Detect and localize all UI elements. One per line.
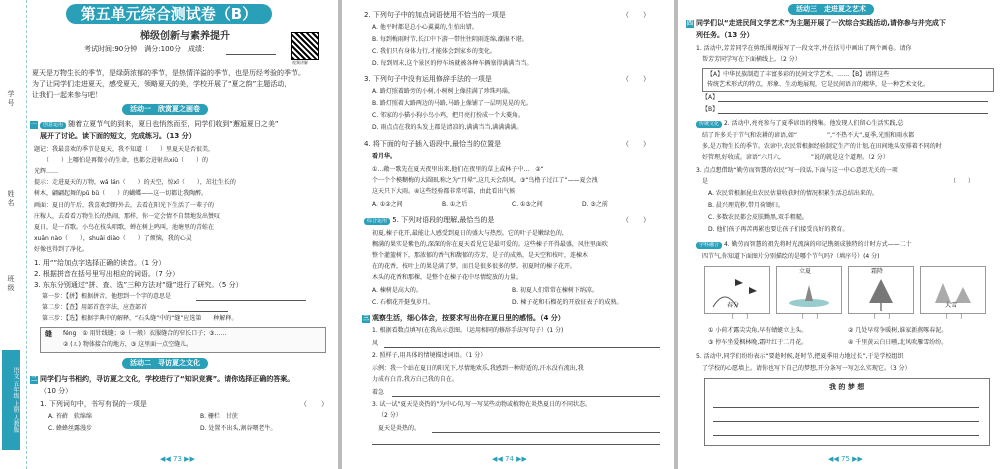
q2-4-opt-c[interactable]: C. ①③之间 — [512, 201, 543, 208]
q2-2-opt-a[interactable]: A. 他平时都是总小心翼翼的,生怕出错。 — [372, 24, 478, 31]
q2-5-tag: 综合运用 — [364, 218, 390, 225]
q2-5-opt-d[interactable]: D. 楝子花和石榴花的开放征表子的成熟。 — [512, 299, 623, 306]
q2-3-opt-c[interactable]: C. 邻家的小猫小狗小鸟小鸡，把月亮打扮成一个大菱角。 — [372, 112, 525, 119]
q2-2-answer[interactable]: （ ） — [622, 11, 650, 19]
q3-1-blank-b-label: 【B】 — [702, 106, 719, 113]
q3-heading — [686, 20, 946, 28]
q3-4-line-1 — [696, 242, 912, 249]
q1-heading — [30, 121, 279, 129]
q1-sub-1: 1. 用“”给加点字选择正确的读音。（1 分） — [34, 259, 166, 267]
activity-2-banner: 活动二 寻访夏之文化 — [122, 358, 208, 369]
q3-2-line-3: 多,是万物生长的季节。农谚中,农民常根据经验制定生产的计划,在田间地头安排着不同的时 — [702, 143, 942, 150]
s3-q2-example-1: 示例：我一个站在夏日的阳光下,尽情地欢乐,我感到一种舒适的,汗水没有流出,我 — [372, 365, 584, 372]
step-2: 第二步：【查】用部首查字法，应查部首 — [42, 304, 148, 311]
page-number-value: 74 — [505, 455, 514, 463]
q2-heading — [30, 376, 294, 384]
q1-text-1: 随着立夏节气的到来，夏日也悄然而至，同学们收到“邂逅夏日之美” — [68, 120, 279, 128]
q2-4: 4. 将下面的句子插入语段中,最恰当的位置是 — [364, 140, 502, 148]
question-number-icon: 三 — [362, 315, 369, 322]
q2-3-answer[interactable]: （ ） — [622, 75, 650, 83]
activity-1-banner: 活动一 欣赏夏之画卷 — [122, 104, 208, 115]
q3-1-text-box — [702, 68, 994, 92]
q3-intro-1: 同学们以“走进民间文学艺术”为主题开展了一次综合实践活动,请你参与并完成下 — [696, 19, 946, 27]
q3-1-blank-a-label: 【A】 — [702, 94, 719, 101]
exam-title: 第五单元综合测试卷（B） — [66, 4, 272, 24]
q2-2-opt-d[interactable]: D. 每到周末,这个景区的停车场就被各种车辆塞得满满当当。 — [372, 60, 533, 67]
pic-label-2: 立夏 — [799, 268, 812, 275]
q1-tag: 创意运用 — [40, 122, 66, 129]
step-1-blank[interactable] — [196, 300, 306, 301]
question-number-icon: 四 — [686, 20, 693, 27]
page-number-74: ◀◀ 74 ▶▶ — [492, 455, 527, 463]
gloss-line-2: ② (ㄦ) 物体接合的地方，③ 这里面一点空缝儿。 — [63, 341, 193, 348]
passage-line-8: 夏日，是一首歌。小鸟在枝头唱歌，蝉在树上鸣叫，池塘里的青蛙在 — [34, 224, 215, 231]
passage-line-7: 庄稼人，去看看万物生长的热闹，那样，你一定会情不自禁地发出赞叹 — [34, 213, 221, 220]
q2-4-answer[interactable]: （ ） — [622, 140, 650, 148]
q2-5-passage-5: 木头的花香和那棵，是整个在楝子花中尽情绽放的力量。 — [372, 274, 523, 281]
pic-answer-1[interactable]: （ ） — [728, 314, 753, 321]
q3-3-opt-c[interactable]: C. 多数农民都会皮肤黝黑,双手粗糙。 — [708, 214, 808, 221]
binding-margin — [0, 0, 27, 469]
q3-3b: 是 — [702, 178, 709, 185]
q2-5-passage-2: 稠满的果实是紫色的,深深的你在夏天看见它是最可爱的。这些楝子开得最盛，风往里面吹 — [372, 241, 608, 248]
question-number-icon: 一 — [30, 121, 37, 128]
q3-3-opt-a[interactable]: A. 农民常根据昆虫农民估量收获时的情况积累生活总结出来的。 — [708, 190, 878, 197]
q2-1-opt-c[interactable]: C. 蜂蜂丝露漫步 — [48, 425, 93, 432]
q2-4-passage-3: 这天只下大雨。④这些经验都非常可靠，由此看出气候 — [372, 188, 516, 195]
q3-2-line-2: 结了许多关于节气和农耕的谚语,如“ ”,“不热不大”,夏季,光照和雨水都 — [702, 132, 915, 139]
intro-line-1: 夏天是万物生长的季节，是绿荫浓郁的季节，是热情洋溢的季节，也是历经考验的季节。 — [32, 69, 305, 77]
side-book-label: 语文 五年级 上册 人教版 — [2, 350, 20, 450]
spring-equinox-picture — [704, 266, 770, 314]
score-blank[interactable] — [226, 54, 276, 55]
q3-3: 3. 点点想借助“勤劳而智慧的农民”写一段话,下面与这一中心意思无关的一项 — [696, 167, 898, 174]
q2-3-opt-a[interactable]: A. 路灯照着路旁的小树,小树树上像挂满了珍珠玛瑙。 — [372, 88, 514, 95]
page-number-75: ◀◀ 75 ▶▶ — [828, 455, 863, 463]
q2-4-lead: 看月华。 — [372, 153, 397, 160]
passage-line-5: 树木，翩翩起舞的pǔ bǔ（ ）的蝴蝶——这一切都让我陶醉。 — [34, 190, 208, 197]
q1-text-2: 展开了讨论。读下面的短文，完成练习。（13 分） — [40, 132, 196, 140]
side-label-name: 姓名 — [7, 190, 15, 208]
q3-2-tag: 传统文化 — [696, 121, 722, 128]
exam-info: 考试时间:90分钟 满分:100分 成绩： — [84, 45, 209, 53]
dream-title: 我 的 梦 想 — [829, 383, 865, 391]
passage-line-4: 提示：走进夏天的万物，wǎ lán（ ）的天空，惊xǐ（ ），茁壮生长的 — [34, 179, 236, 186]
q3-2-line-1 — [696, 121, 903, 128]
exam-subtitle: 梯级创新与素养提升 — [140, 31, 230, 42]
q3-2-text-1: 2. 活动中,亮亮参与了夏季谚语的搜集。他发现人们留心生活实践,总 — [723, 120, 904, 127]
q2-5-opt-b[interactable]: B. 初夏人们常常在楝树下纳凉。 — [512, 287, 598, 294]
q2-4-opt-b[interactable]: B. ①之后 — [442, 201, 468, 208]
page-73 — [0, 0, 338, 469]
q3-4-opt-4: ④ 千里黄云白日曛,北风吹雁雪纷纷。 — [848, 339, 948, 346]
q2-3-opt-b[interactable]: B. 路灯照着大路两边的马路,马路上像铺了一层明晃晃的光。 — [372, 100, 532, 107]
page-75 — [678, 0, 1000, 469]
s3-q2-answer-line[interactable] — [392, 396, 660, 397]
q3-4-line-2: 四节气,你知道下面图片分别描绘的是哪个节气吗?（填序号）(4 分) — [702, 253, 880, 260]
s3-q3-start: 夏天是炎热的。 — [378, 425, 421, 432]
q2-4-passage-2: 个一个个模糊梅的大圆圈,称之为“月晕”,这几天会刮风。③“鸟橹子过江了”——夏会洩 — [372, 177, 598, 184]
s3-q3: 3. 试一试"夏天是炎热的"为中心句,写一写某些动物或植物在炎热夏日的不同状态。 — [372, 401, 592, 408]
q2-2-opt-c[interactable]: C. 我们只有身体力行,才能体会到家乡的变化。 — [372, 48, 496, 55]
q2-1-opt-a[interactable]: A. 苔藓 软绵绵 — [48, 413, 92, 420]
q2-3-opt-d[interactable]: D. 雨点点在我的头发上都是清凉的,满满当当,满满满满。 — [372, 124, 523, 131]
dream-line-1[interactable] — [713, 407, 979, 408]
q3-4-text: 4. 勤劳而智慧的祖先将时光流演的印记镌刻成独特的计时方式——二十 — [723, 241, 912, 248]
q3-4-opt-3: ③ 停车坐爱枫林晚,霜叶红于二月花。 — [708, 339, 808, 346]
dictionary-entry — [40, 327, 326, 353]
q3-5-line-1: 5. 活动中,同学们纷纷表示“要趁时候,赶时节,把夏季用力地过长”,于是学校组织 — [696, 353, 904, 360]
s3-q1-answer-line[interactable] — [384, 347, 660, 348]
page-74 — [342, 0, 674, 469]
q2-4-passage-1: ①…敞一歌先在夏天夜里出来,他们在夜里的草上或林子中… ②“ — [372, 166, 544, 173]
q2-5-heading — [364, 217, 494, 225]
question-number-icon: 二 — [30, 376, 37, 383]
activity-3-banner: 活动三 走进夏之艺术 — [788, 4, 874, 15]
q3-3-answer[interactable]: （ ） — [950, 178, 975, 185]
s3-q3-score: （2 分） — [378, 412, 402, 419]
page-number-value: 73 — [173, 455, 182, 463]
pic-label-3: 霜降 — [871, 268, 884, 275]
dream-writing-box[interactable] — [704, 378, 990, 446]
pic-answer-2[interactable]: （ ） — [798, 314, 823, 321]
q3-5-line-2: 了学校的心愿墙上。请你也写下自己的梦想,开分条写一写怎么实现它。（3 分） — [702, 365, 911, 372]
intro-line-3: 让我们一起来参与吧！ — [32, 91, 102, 99]
passage-line-9: xuān nào（ ），shuāi diào（ ）了烦恼，我的心灵 — [34, 235, 192, 242]
pic-label-4: 大雪 — [945, 302, 958, 309]
s3-q2-example-2: 力成有白青,我方白己我的自在。 — [372, 376, 458, 383]
s3-q3-answer-line-1[interactable] — [432, 432, 660, 433]
q2-text-2: （10 分） — [40, 387, 73, 395]
q1-sub-3: 3. 东东分别通过“拼、查、选”三种方法对“缝”进行了研究。（5 分） — [34, 281, 243, 289]
qr-code-icon[interactable] — [291, 32, 319, 60]
q2-2: 2. 下列句子中的加点词语使用不恰当的一项是 — [364, 11, 506, 19]
gloss-head: 缝 — [45, 330, 52, 338]
pic-answer-4[interactable]: （ ） — [942, 314, 967, 321]
start-of-summer-picture — [776, 266, 842, 314]
page-number-73: ◀◀ 73 ▶▶ — [160, 455, 195, 463]
q2-5-opt-c[interactable]: C. 石榴花开挺曳岁月。 — [372, 299, 435, 306]
q2-5-passage-1: 初夏,楝子花开,最能让人感受到夏日的盛大与热烈。它的叶子是嫩绿色的, — [372, 230, 564, 237]
page-number-value: 75 — [841, 455, 850, 463]
side-label-student-id: 学号 — [7, 90, 15, 108]
q1-sub-2: 2. 根据拼音在括号里写出相应的词语。（7 分） — [34, 270, 180, 278]
section-3-heading — [362, 315, 565, 323]
s3-q1-start: 风 — [372, 340, 379, 347]
passage-line-3: 光辉…… — [34, 168, 59, 175]
pic-label-1: 春分 — [727, 302, 740, 309]
q3-2-line-4: 好管理,好收成。谚语“六月六, ”说的就是这个道理。（2 分） — [702, 154, 889, 161]
q2-1-opt-b[interactable]: B. 栅栏 甘蔗 — [200, 413, 238, 420]
passage-line-10: 好像也得到了净化。 — [34, 246, 89, 253]
step-1: 第一步：【拼】根据拼音，他想到一个字的意思是 — [42, 293, 172, 300]
q3-4-opt-1: ① 小荷才露尖尖角,早有蜻蜓立上头。 — [708, 327, 808, 334]
q2-2-opt-b[interactable]: B. 每到梅雨时节,长江中下游一带往往阴雨连绵,潮湿不堪。 — [372, 36, 528, 43]
q2-1-answer[interactable]: （ ） — [300, 400, 328, 408]
q3-3-opt-d[interactable]: D. 他们孩子再苦再累也要让孩子们接受良好的教育。 — [708, 226, 849, 233]
dream-line-3[interactable] — [713, 435, 979, 436]
passage-line-2: （ ）上哪怕是再微小的生命，也都会迸射出xiǔ（ ）的 — [34, 157, 209, 164]
side-label-class: 班级 — [7, 275, 15, 293]
step-3: 第三步：【选】根据字典中的解释，“石头缝”中的“缝”应选第 种解释。 — [42, 315, 238, 322]
q3-1-blank-b[interactable] — [718, 113, 988, 114]
q3-3-opt-b[interactable]: B. 晨兴理荒秽,带月荷锄归。 — [708, 202, 784, 209]
s3-q1: 1. 根据看数点填写(在我出示意图。（运用相同的修辞手法写句子）(1 分) — [372, 327, 564, 334]
q3-1-box-line-1: 【A】中华民族制造了丰富多彩的民间文学艺术，……【B】请将这些 — [707, 71, 890, 78]
gloss-line-1: féng ① 用针线缝；②（一般）衣服缝合的窄长口子；③…… — [63, 330, 227, 337]
passage-line-6: 画面：夏日的午后，我喜欢到野外去，去看在阳光下生活了一辈子的 — [34, 202, 215, 209]
frost-descent-picture — [848, 266, 914, 314]
q2-5-passage-3: 整个灌篮树下，那浓郁的香气和馥郁的芬芳，是子的成熟，是天空和枝叶，连楝木 — [372, 252, 589, 259]
q2-1: 1. 下列词句中，书写有误的一项是 — [40, 400, 147, 408]
dream-line-2[interactable] — [713, 421, 979, 422]
q2-text-1: 同学们与书相约，寻访夏之文化，学校进行了“知识竞赛”。请你选择正确的答案。 — [40, 375, 295, 383]
q2-4-opt-a[interactable]: A. ①②之间 — [372, 201, 403, 208]
q3-4-tag: 学科融合 — [696, 242, 722, 249]
q2-4-opt-d[interactable]: D. ③之前 — [582, 201, 608, 208]
q3-4-opt-2: ② 几处早莺争暖树,谁家新燕啄春泥。 — [848, 327, 948, 334]
q2-3: 3. 下列句子中没有运用修辞手法的一项是 — [364, 75, 492, 83]
q3-1b: 帮芳芳同学写在下面横线上。（2 分） — [702, 56, 801, 63]
s3-q2-start: 着急 — [372, 389, 385, 396]
section-3-text: 观察生活，细心体会，按要求写出你在夏日里的感悟。（4 分） — [372, 314, 565, 322]
s3-q2: 2. 照样子,用具体的情境描述词语。（1 分） — [372, 352, 487, 359]
s3-q3-answer-line-2[interactable] — [372, 444, 660, 445]
major-snow-picture — [920, 266, 986, 314]
passage-line-1: 题记：我最喜欢的季节是夏天，我不知道（ ）里夏天是否很美， — [34, 146, 215, 153]
q2-5-text: 5. 下列对语段的理解,最恰当的是 — [392, 216, 495, 224]
q2-5-passage-4: 在的花香，枝叶上的果是满了梦，而且是很多很多的梦。初夏时的楝子花开。 — [372, 263, 577, 270]
q2-1-opt-d[interactable]: D. 处置不出头,割谷喂老牛。 — [200, 425, 277, 432]
q2-5-answer[interactable]: （ ） — [622, 216, 650, 224]
q3-1-blank-a[interactable] — [718, 101, 988, 102]
step-2-blank[interactable] — [168, 311, 228, 312]
q3-1: 1. 活动中,芳芳同学在剪纸围观报写了一段文字,并在括号中画出了两个画卷。请你 — [696, 45, 912, 52]
qr-caption: 视频讲解 — [292, 60, 308, 65]
intro-line-2: 为了让同学们走进夏天，感受夏天，领略夏天的美，学校开展了“夏之韵”主题活动， — [32, 80, 292, 88]
q2-5-opt-a[interactable]: A. 楝树是高大的。 — [372, 287, 422, 294]
q3-1-box-line-2: 传统艺术形式的特点，形象、生动地展现，它是民间语言的精华，是一种艺术文化。 — [707, 81, 930, 88]
pic-answer-3[interactable]: （ ） — [870, 314, 895, 321]
q3-intro-2: 列任务。（13 分） — [696, 31, 754, 39]
